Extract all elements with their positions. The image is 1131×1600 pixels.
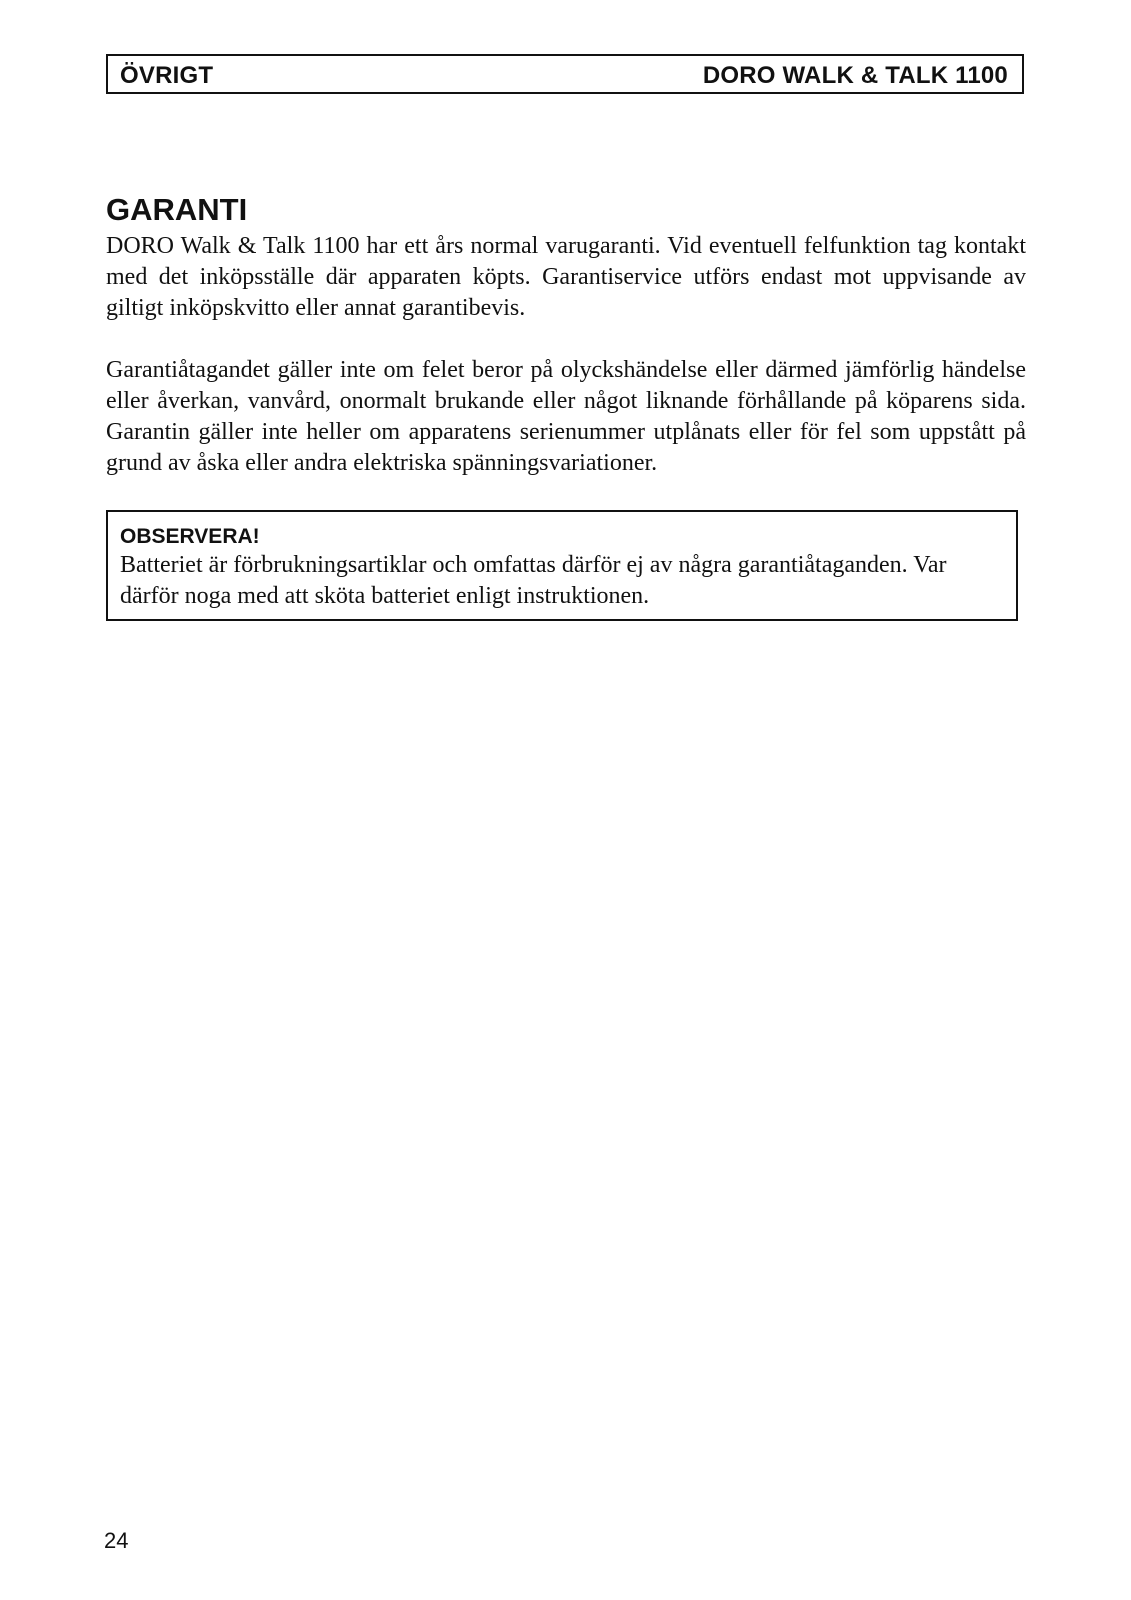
note-box <box>106 510 1018 621</box>
section-title: GARANTI <box>106 192 248 227</box>
warranty-paragraph-2: Garantiåtagandet gäller inte om felet beror på olyckshändelse eller därmed jämförlig händelse eller åverkan, vanvård, onormalt brukande eller något liknande förhållande på köparens sida. Garantin gäller inte heller om apparatens serienummer utplånats eller för fel som uppstått på grund av åska eller andra elektriska spänningsvariationer. <box>106 357 1026 476</box>
note-title: OBSERVERA! <box>120 525 260 548</box>
note-text: Batteriet är förbrukningsartiklar och omfattas därför ej av några garantiåtaganden. Var därför noga med att sköta batteriet enligt instruktionen. <box>120 552 947 609</box>
page-number: 24 <box>104 1528 129 1553</box>
header-section-label: ÖVRIGT <box>120 62 214 89</box>
warranty-paragraph-1: DORO Walk & Talk 1100 har ett års normal varugaranti. Vid eventuell felfunktion tag kontakt med det inköpsställe där apparaten köpts. Garantiservice utförs endast mot uppvisande av giltigt inköpskvitto eller annat garantibevis. <box>106 233 1026 321</box>
page-header <box>106 54 1024 94</box>
header-product-label: DORO WALK & TALK 1100 <box>702 62 1008 89</box>
